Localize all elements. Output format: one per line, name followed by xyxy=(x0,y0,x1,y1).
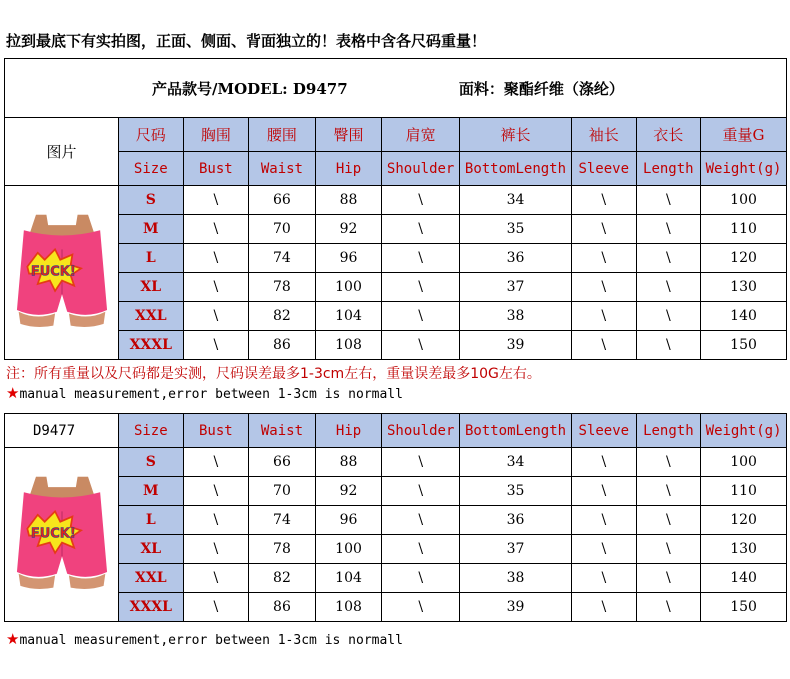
cell-waist: 70 xyxy=(249,215,316,244)
cell-shoulder: \ xyxy=(382,477,460,506)
size-table-1 xyxy=(4,58,787,360)
cell-bust: \ xyxy=(183,186,249,215)
cell-length: \ xyxy=(636,302,701,331)
table1-product-image xyxy=(5,186,119,360)
cell-size: XXXL xyxy=(119,331,184,360)
header-cn-weight: 重量G xyxy=(701,118,787,152)
table-row xyxy=(5,506,787,535)
measurement-note-en-2: ★manual measurement,error between 1-3cm is normall xyxy=(6,630,403,648)
cell-weight: 100 xyxy=(701,448,787,477)
header-en-shoulder: Shoulder xyxy=(382,152,460,186)
cell-sleeve: \ xyxy=(572,506,637,535)
table-row xyxy=(5,535,787,564)
table-row xyxy=(5,331,787,360)
cell-weight: 150 xyxy=(701,331,787,360)
cell-sleeve: \ xyxy=(572,477,637,506)
header-en-waist: Waist xyxy=(249,152,316,186)
header-en-size: Size xyxy=(119,152,184,186)
cell-bottom-length: 37 xyxy=(460,535,572,564)
measurement-note-en-1: ★manual measurement,error between 1-3cm is normall xyxy=(6,384,403,402)
cell-hip: 88 xyxy=(315,186,382,215)
cell-bottom-length: 35 xyxy=(459,215,571,244)
cell-hip: 100 xyxy=(315,535,382,564)
table-row xyxy=(5,215,787,244)
table-row xyxy=(5,477,787,506)
cell-hip: 96 xyxy=(315,244,382,273)
shorts-image-icon xyxy=(10,211,114,331)
table-row xyxy=(5,273,787,302)
star-icon: ★ xyxy=(6,630,20,648)
cell-length: \ xyxy=(636,535,701,564)
cell-size: XXL xyxy=(119,302,184,331)
table2-product-image xyxy=(5,448,119,622)
cell-weight: 140 xyxy=(701,302,787,331)
cell-bottom-length: 34 xyxy=(460,448,572,477)
cell-bust: \ xyxy=(183,448,249,477)
cell-hip: 104 xyxy=(315,302,382,331)
cell-bust: \ xyxy=(183,535,249,564)
cell-bottom-length: 35 xyxy=(460,477,572,506)
cell-hip: 96 xyxy=(315,506,382,535)
cell-bottom-length: 36 xyxy=(460,506,572,535)
cell-waist: 66 xyxy=(249,448,316,477)
cell-shoulder: \ xyxy=(382,331,460,360)
cell-bust: \ xyxy=(183,331,249,360)
cell-waist: 74 xyxy=(249,506,316,535)
header2-en-waist: Waist xyxy=(249,414,316,448)
cell-length: \ xyxy=(636,331,701,360)
cell-sleeve: \ xyxy=(572,535,637,564)
cell-shoulder: \ xyxy=(382,535,460,564)
cell-bottom-length: 36 xyxy=(459,244,571,273)
cell-sleeve: \ xyxy=(571,331,636,360)
cell-size: XL xyxy=(119,535,184,564)
cell-hip: 108 xyxy=(315,593,382,622)
header-en-weight: Weight(g) xyxy=(701,152,787,186)
cell-waist: 66 xyxy=(249,186,316,215)
cell-weight: 110 xyxy=(701,215,787,244)
cell-weight: 120 xyxy=(701,244,787,273)
header2-en-size: Size xyxy=(119,414,184,448)
cell-bottom-length: 34 xyxy=(459,186,571,215)
cell-size: L xyxy=(119,506,184,535)
cell-sleeve: \ xyxy=(571,186,636,215)
header2-en-hip: Hip xyxy=(315,414,382,448)
cell-bust: \ xyxy=(183,273,249,302)
cell-sleeve: \ xyxy=(572,593,637,622)
cell-bust: \ xyxy=(183,215,249,244)
cell-sleeve: \ xyxy=(571,302,636,331)
cell-size: XXXL xyxy=(119,593,184,622)
cell-size: XXL xyxy=(119,564,184,593)
cell-shoulder: \ xyxy=(382,506,460,535)
cell-size: S xyxy=(119,448,184,477)
cell-waist: 70 xyxy=(249,477,316,506)
cell-waist: 86 xyxy=(249,331,316,360)
cell-shoulder: \ xyxy=(382,273,460,302)
cell-hip: 108 xyxy=(315,331,382,360)
header2-en-shoulder: Shoulder xyxy=(382,414,460,448)
second-model-label: D9477 xyxy=(5,414,119,448)
cell-waist: 78 xyxy=(249,535,316,564)
header2-en-sleeve: Sleeve xyxy=(572,414,637,448)
shorts-image-icon xyxy=(10,473,114,593)
header-en-length: Length xyxy=(636,152,701,186)
cell-length: \ xyxy=(636,186,701,215)
header-en-sleeve: Sleeve xyxy=(571,152,636,186)
header-cn-bottom-length: 裤长 xyxy=(459,118,571,152)
cell-weight: 140 xyxy=(701,564,787,593)
cell-sleeve: \ xyxy=(572,564,637,593)
table-row xyxy=(5,564,787,593)
cell-hip: 88 xyxy=(315,448,382,477)
cell-bottom-length: 39 xyxy=(460,593,572,622)
star-icon: ★ xyxy=(6,384,20,402)
header-cn-hip: 臀围 xyxy=(315,118,382,152)
cell-shoulder: \ xyxy=(382,302,460,331)
cell-length: \ xyxy=(636,244,701,273)
cell-weight: 100 xyxy=(701,186,787,215)
cell-waist: 86 xyxy=(249,593,316,622)
cell-waist: 78 xyxy=(249,273,316,302)
cell-waist: 82 xyxy=(249,302,316,331)
header-en-bust: Bust xyxy=(183,152,249,186)
cell-hip: 92 xyxy=(315,477,382,506)
cell-bottom-length: 38 xyxy=(460,564,572,593)
cell-sleeve: \ xyxy=(572,448,637,477)
cell-length: \ xyxy=(636,273,701,302)
cell-hip: 100 xyxy=(315,273,382,302)
size-table-2 xyxy=(4,413,787,622)
cell-weight: 130 xyxy=(701,273,787,302)
cell-length: \ xyxy=(636,215,701,244)
top-note: 拉到最底下有实拍图，正面、侧面、背面独立的！表格中含各尺码重量！ xyxy=(6,32,487,50)
header2-en-length: Length xyxy=(636,414,701,448)
cell-bottom-length: 37 xyxy=(459,273,571,302)
header-cn-size: 尺码 xyxy=(119,118,184,152)
cell-shoulder: \ xyxy=(382,215,460,244)
cell-size: S xyxy=(119,186,184,215)
cell-size: M xyxy=(119,477,184,506)
cell-shoulder: \ xyxy=(382,564,460,593)
table-row xyxy=(5,244,787,273)
table-row xyxy=(5,302,787,331)
cell-length: \ xyxy=(636,593,701,622)
header-cn-waist: 腰围 xyxy=(249,118,316,152)
table-row xyxy=(5,186,787,215)
measurement-note-cn: 注：所有重量以及尺码都是实测，尺码误差最多1-3cm左右，重量误差最多10G左右。 xyxy=(6,366,541,382)
cell-bust: \ xyxy=(183,506,249,535)
cell-length: \ xyxy=(636,448,701,477)
cell-size: M xyxy=(119,215,184,244)
cell-bust: \ xyxy=(183,593,249,622)
cell-bottom-length: 38 xyxy=(459,302,571,331)
cell-size: L xyxy=(119,244,184,273)
cell-sleeve: \ xyxy=(571,273,636,302)
fabric-label: 面料：聚酯纤维（涤纶） xyxy=(458,79,624,98)
cell-weight: 150 xyxy=(701,593,787,622)
header2-en-bust: Bust xyxy=(183,414,249,448)
header2-en-weight: Weight(g) xyxy=(701,414,787,448)
cell-bust: \ xyxy=(183,244,249,273)
header-cn-sleeve: 袖长 xyxy=(571,118,636,152)
cell-bust: \ xyxy=(183,564,249,593)
cell-waist: 82 xyxy=(249,564,316,593)
header-en-hip: Hip xyxy=(315,152,382,186)
cell-hip: 92 xyxy=(315,215,382,244)
image-column-label: 图片 xyxy=(5,118,119,186)
cell-length: \ xyxy=(636,506,701,535)
header-cn-shoulder: 肩宽 xyxy=(382,118,460,152)
cell-shoulder: \ xyxy=(382,186,460,215)
cell-length: \ xyxy=(636,564,701,593)
cell-sleeve: \ xyxy=(571,244,636,273)
cell-bust: \ xyxy=(183,477,249,506)
cell-shoulder: \ xyxy=(382,448,460,477)
header2-en-bottom-length: BottomLength xyxy=(460,414,572,448)
model-label: 产品款号/MODEL: D9477 xyxy=(152,79,348,98)
header-cn-length: 衣长 xyxy=(636,118,701,152)
cell-size: XL xyxy=(119,273,184,302)
cell-bottom-length: 39 xyxy=(459,331,571,360)
model-header xyxy=(5,59,787,118)
cell-weight: 110 xyxy=(701,477,787,506)
cell-shoulder: \ xyxy=(382,593,460,622)
header-cn-bust: 胸围 xyxy=(183,118,249,152)
cell-sleeve: \ xyxy=(571,215,636,244)
cell-weight: 130 xyxy=(701,535,787,564)
cell-bust: \ xyxy=(183,302,249,331)
cell-hip: 104 xyxy=(315,564,382,593)
cell-waist: 74 xyxy=(249,244,316,273)
table-row xyxy=(5,593,787,622)
cell-shoulder: \ xyxy=(382,244,460,273)
cell-weight: 120 xyxy=(701,506,787,535)
header-en-bottom-length: BottomLength xyxy=(459,152,571,186)
cell-length: \ xyxy=(636,477,701,506)
table-row xyxy=(5,448,787,477)
